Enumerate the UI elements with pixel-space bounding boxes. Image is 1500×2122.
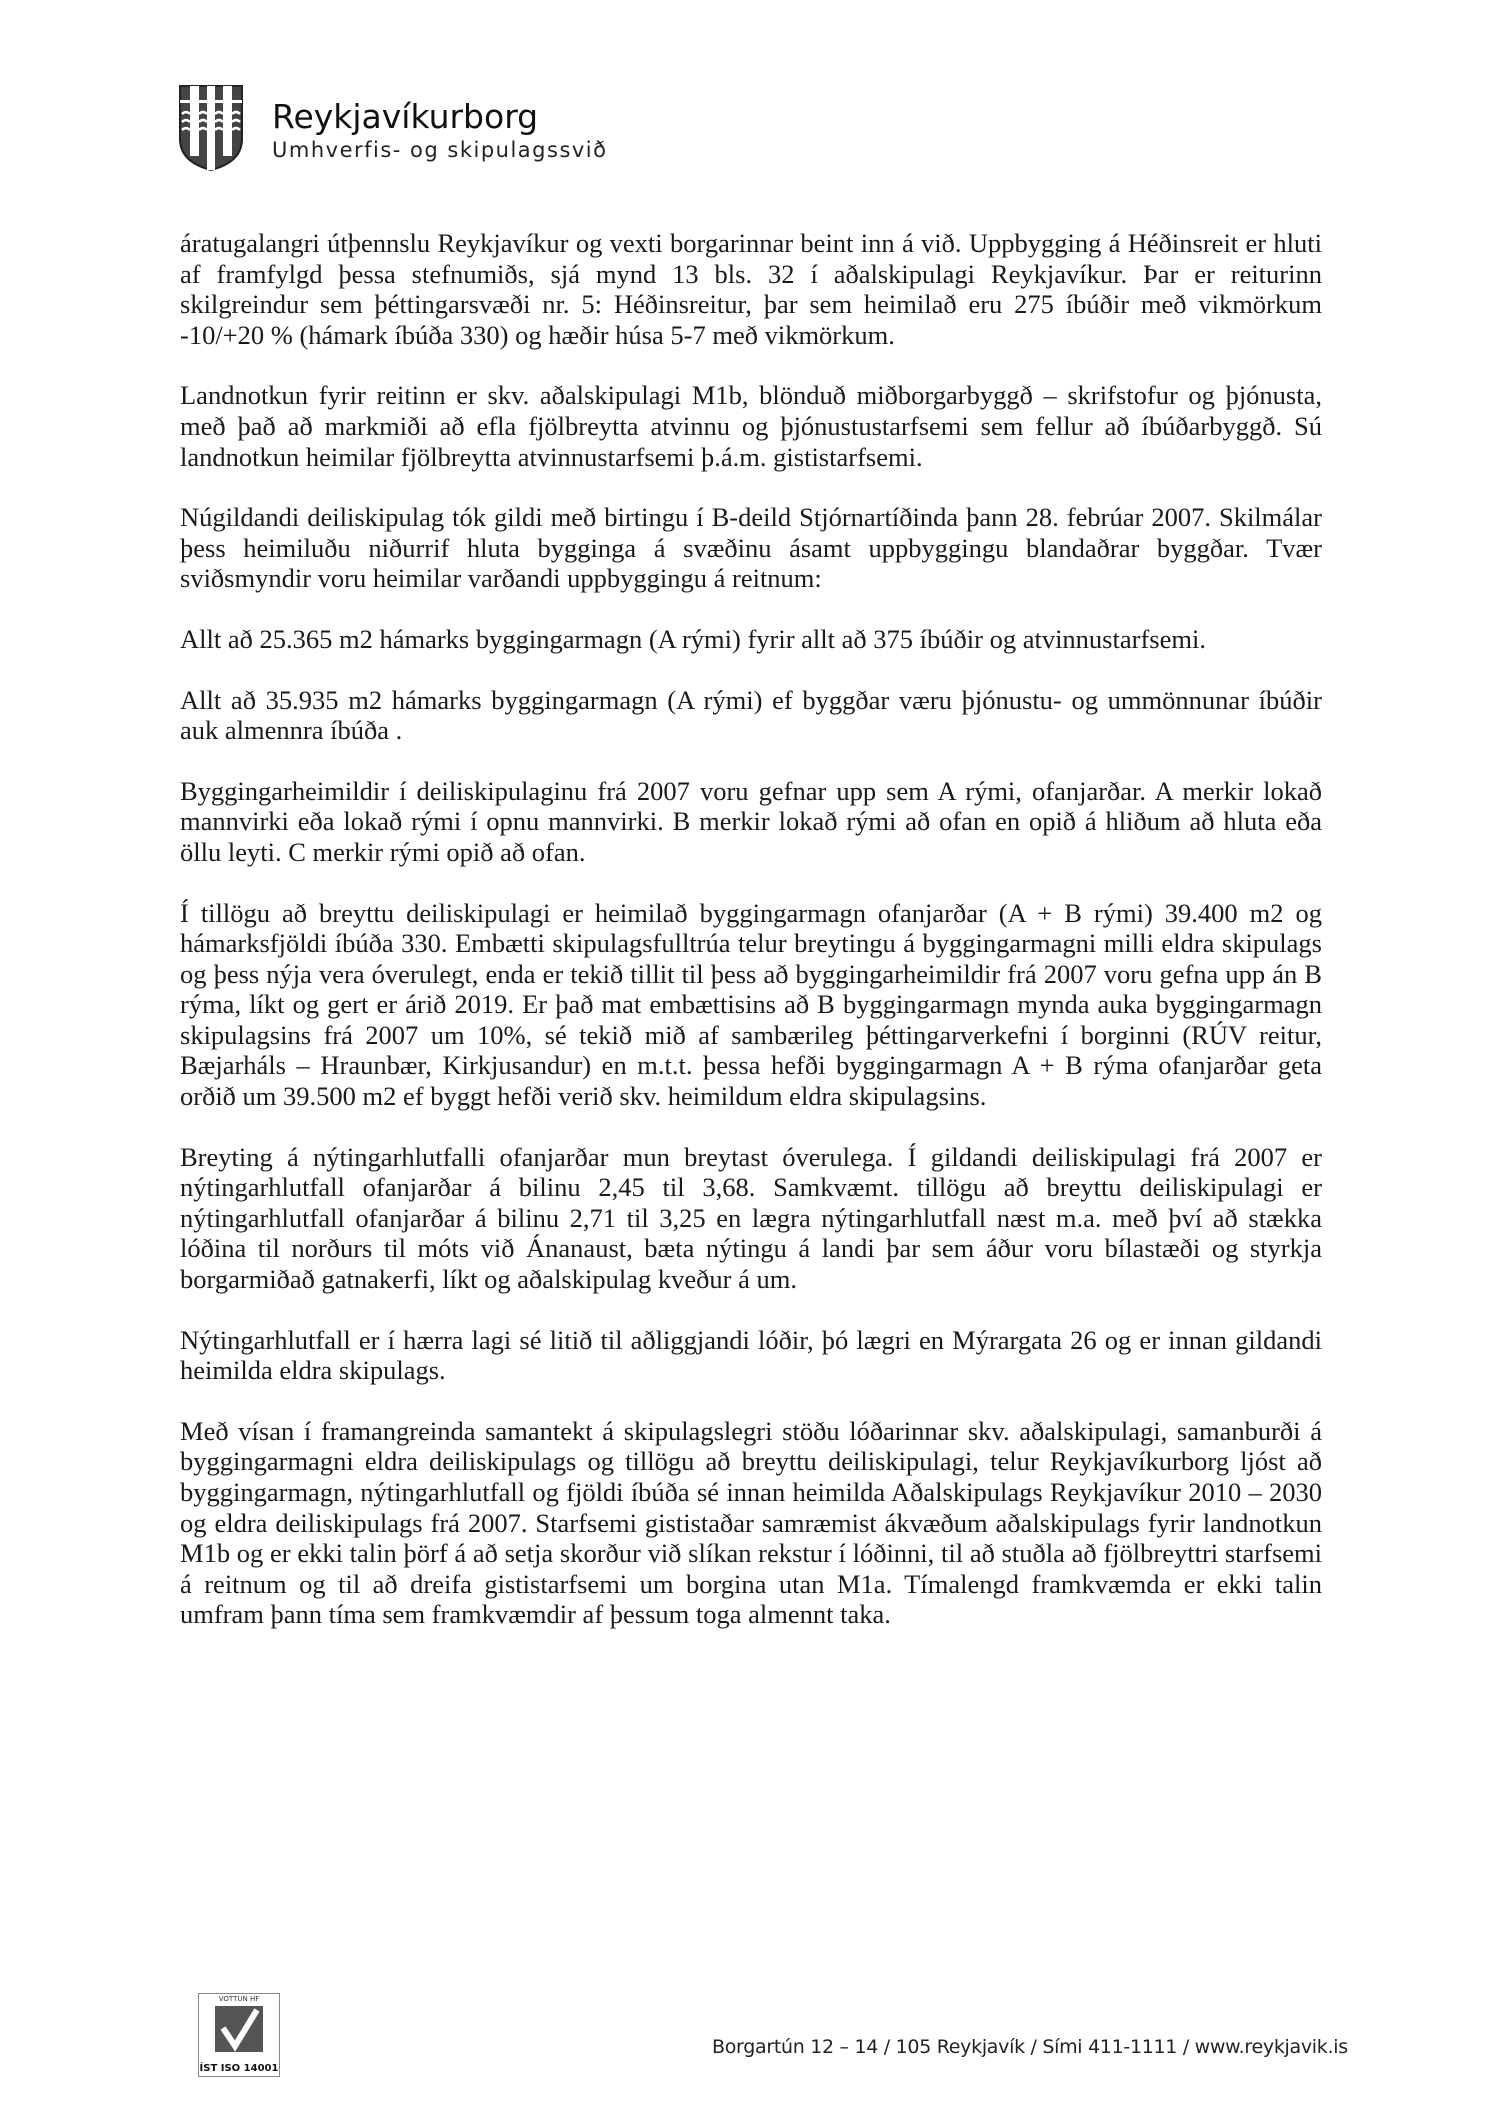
department-name: Umhverfis- og skipulagssvið: [272, 138, 608, 162]
paragraph: Með vísan í framangreinda samantekt á skipulagslegri stöðu lóðarinnar skv. aðalskipulagi, samanburði á byggingarmagni eldra deiliskipulags og tillögu að breyttu deiliskipulagi, telur Reykjavíkurborg ljóst að byggingarmagn, nýtingarhlutfall og fjöldi íbúða sé innan heimilda Aðalskipulags Reykjavíkur 2010 – 2030 og eldra deiliskipulags frá 2007. Starfsemi gististaðar samræmist ákvæðum aðalskipulags fyrir landnotkun M1b og er ekki talin þörf á að setja skorður við slíkan rekstur í lóðinni, til að stuðla að fjölbreyttri starfsemi á reitnum og til að dreifa gististarfsemi um borgina utan M1a. Tímalengd framkvæmda er ekki talin umfram þann tíma sem framkvæmdir af þessum toga almennt taka.: [180, 1415, 1322, 1630]
paragraph: Landnotkun fyrir reitinn er skv. aðalskipulagi M1b, blönduð miðborgarbyggð – skrifstofur og þjónusta, með það að markmiði að efla fjölbreytta atvinnu og þjónustustarfsemi sem fellur að íbúðarbyggð. Sú landnotkun heimilar fjölbreytta atvinnustarfsemi þ.á.m. gististarfsemi.: [180, 380, 1322, 472]
document-body: [180, 228, 1322, 1660]
paragraph: Nýtingarhlutfall er í hærra lagi sé litið til aðliggjandi lóðir, þó lægri en Mýrargata 26 og er innan gildandi heimilda eldra skipulags.: [180, 1324, 1322, 1386]
paragraph: Núgildandi deiliskipulag tók gildi með birtingu í B-deild Stjórnartíðinda þann 28. febrúar 2007. Skilmálar þess heimiluðu niðurrif hluta bygginga á svæðinu ásamt uppbyggingu blandaðrar byggðar. Tvær sviðsmyndir voru heimilar varðandi uppbyggingu á reitnum:: [180, 502, 1322, 594]
paragraph: áratugalangri útþennslu Reykjavíkur og vexti borgarinnar beint inn á við. Uppbygging á Héðinsreit er hluti af framfylgd þessa stefnumiðs, sjá mynd 13 bls. 32 í aðalskipulagi Reykjavíkur. Þar er reiturinn skilgreindur sem þéttingarsvæði nr. 5: Héðinsreitur, þar sem heimilað eru 275 íbúðir með vikmörkum -10/+20 % (hámark íbúða 330) og hæðir húsa 5-7 með vikmörkum.: [180, 228, 1322, 350]
paragraph: Breyting á nýtingarhlutfalli ofanjarðar mun breytast óverulega. Í gildandi deiliskipulagi frá 2007 er nýtingarhlutfall ofanjarðar á bilinu 2,45 til 3,68. Samkvæmt. tillögu að breyttu deiliskipulagi er nýtingarhlutfall ofanjarðar á bilinu 2,71 til 3,25 en lægra nýtingarhlutfall næst m.a. með því að stækka lóðina til norðurs til móts við Ánanaust, bæta nýtingu á landi þar sem áður voru bílastæði og styrkja borgarmiðað gatnakerfi, líkt og aðalskipulag kveður á um.: [180, 1141, 1322, 1295]
iso-label: ÍST ISO 14001: [199, 2063, 279, 2074]
paragraph: Í tillögu að breyttu deiliskipulagi er heimilað byggingarmagn ofanjarðar (A + B rými) 39.400 m2 og hámarksfjöldi íbúða 330. Embætti skipulagsfulltrúa telur breytingu á byggingarmagni milli eldra skipulags og þess nýja vera óverulegt, enda er tekið tillit til þess að byggingarheimildir frá 2007 voru gefna upp án B rýma, líkt og gert er árið 2019. Er það mat embættisins að B byggingarmagn mynda auka byggingarmagn skipulagsins frá 2007 um 10%, sé tekið mið af sambærileg þéttingarverkefni í borginni (RÚV reitur, Bæjarháls – Hraunbær, Kirkjusandur) en m.t.t. þessa hefði byggingarmagn A + B rýma ofanjarðar geta orðið um 39.500 m2 ef byggt hefði verið skv. heimildum eldra skipulagsins.: [180, 897, 1322, 1112]
organization-name: Reykjavíkurborg: [272, 97, 539, 136]
letterhead: [272, 98, 608, 164]
iso-certification-badge: [198, 1993, 280, 2077]
reykjavik-coat-of-arms-logo: [178, 84, 244, 172]
paragraph: Byggingarheimildir í deiliskipulaginu frá 2007 voru gefnar upp sem A rými, ofanjarðar. A merkir lokað mannvirki eða lokað rými í opnu mannvirki. B merkir lokað rými að ofan en opið á hliðum að hluta eða öllu leyti. C merkir rými opið að ofan.: [180, 775, 1322, 867]
checkmark-icon: [199, 2004, 279, 2054]
paragraph: Allt að 25.365 m2 hámarks byggingarmagn (A rými) fyrir allt að 375 íbúðir og atvinnustarfsemi.: [180, 623, 1206, 654]
certifier-name: VOTTUN HF: [218, 1995, 260, 2003]
paragraph: Allt að 35.935 m2 hámarks byggingarmagn (A rými) ef byggðar væru þjónustu- og ummönnunar íbúðir auk almennra íbúða .: [180, 684, 1322, 746]
footer-contact: Borgartún 12 – 14 / 105 Reykjavík / Sími 411-1111 / www.reykjavik.is: [712, 2036, 1348, 2058]
